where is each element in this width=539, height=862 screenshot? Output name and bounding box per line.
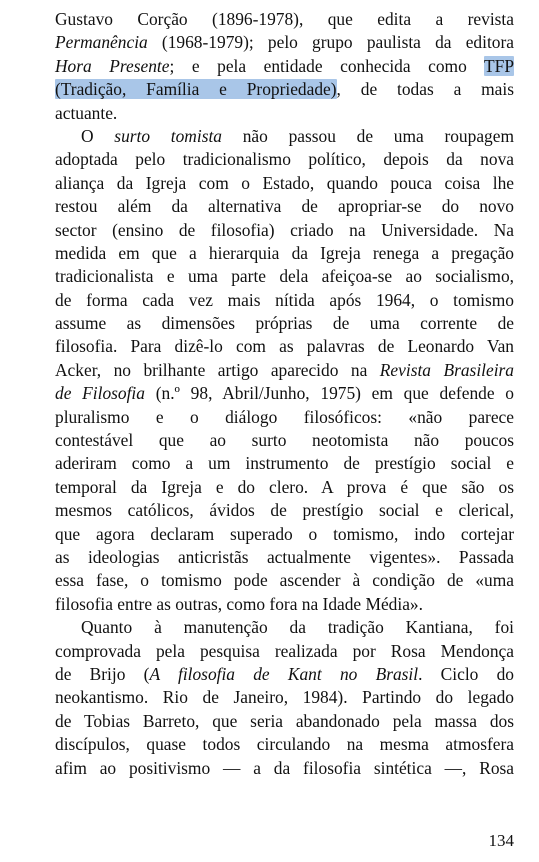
- text-line: [55, 476, 514, 499]
- text-line: [55, 569, 514, 592]
- text-line: [55, 663, 514, 686]
- text-run: que agora declaram superado o tomismo, indo cortejar: [55, 523, 514, 544]
- text-run: as ideologias anticristãs actualmente vigentes». Passada: [55, 546, 514, 567]
- text-line: [55, 640, 514, 663]
- text-run: temporal da Igreja e do clero. A prova é que são os: [55, 476, 514, 497]
- text-run: aliança da Igreja com o Estado, quando pouca coisa lhe: [55, 172, 514, 193]
- text-run: , de todas a mais: [336, 79, 514, 100]
- text-line: [55, 499, 514, 522]
- text-run: actuante.: [55, 102, 118, 123]
- italic-term: surto tomista: [114, 125, 222, 146]
- text-run: medida em que a hierarquia da Igreja renega a pregação: [55, 242, 514, 263]
- text-run: discípulos, quase todos circulando na mesma atmosfera: [55, 734, 514, 755]
- text-line: [55, 523, 514, 546]
- selected-text[interactable]: TFP: [484, 55, 514, 76]
- text-run: contestável que ao surto neotomista não poucos: [55, 430, 514, 451]
- text-line: [55, 406, 514, 429]
- text-run: (1968-1979); pelo grupo paulista da editora: [147, 32, 514, 53]
- text-run: de Brijo (: [55, 663, 150, 684]
- text-run: restou além da alternativa de apropriar-se do novo: [55, 196, 514, 217]
- italic-title: Hora Presente: [55, 55, 170, 76]
- selected-text[interactable]: (Tradição, Família e Propriedade): [55, 79, 337, 100]
- document-body: [55, 8, 514, 780]
- text-line: [55, 265, 514, 288]
- text-run: Quanto à manutenção da tradição Kantiana, foi: [81, 617, 514, 638]
- text-line: [55, 359, 514, 382]
- text-line: [55, 382, 514, 405]
- page-number: 134: [488, 831, 514, 850]
- text-line: [55, 757, 514, 780]
- text-run: afim ao positivismo — a da filosofia sintética —, Rosa: [55, 757, 514, 778]
- text-run: tradicionalista e uma parte dela afeiçoa-se ao socialismo,: [55, 266, 514, 287]
- italic-title: Permanência: [55, 32, 148, 53]
- text-line: [55, 312, 514, 335]
- text-run: filosofia. Para dizê-lo com as palavras de Leonardo Van: [55, 336, 514, 357]
- paragraph: [55, 125, 514, 616]
- text-line: [55, 289, 514, 312]
- text-run: comprovada pela pesquisa realizada por Rosa Mendonça: [55, 640, 514, 661]
- text-run: aderiram como a um instrumento de prestígio social e: [55, 453, 514, 474]
- text-line: [55, 242, 514, 265]
- text-run: de Tobias Barreto, que seria abandonado pela massa dos: [55, 710, 514, 731]
- text-line: [55, 546, 514, 569]
- text-line: [55, 172, 514, 195]
- italic-title: A filosofia de Kant no Brasil: [149, 663, 419, 684]
- text-line: [55, 78, 514, 101]
- text-run: não passou de uma roupagem: [222, 125, 514, 146]
- text-line: [55, 219, 514, 242]
- text-line: [55, 31, 514, 54]
- text-run: essa fase, o tomismo pode ascender à condição de «uma: [55, 570, 514, 591]
- text-run: ; e pela entidade conhecida como: [169, 55, 485, 76]
- text-line: [55, 335, 514, 358]
- text-line: [55, 593, 514, 616]
- text-run: adoptada pelo tradicionalismo político, depois da nova: [55, 149, 514, 170]
- text-run: Gustavo Corção (1896-1978), que edita a revista: [55, 9, 514, 29]
- text-run: de forma cada vez mais nítida após 1964, o tomismo: [55, 289, 514, 310]
- text-run: neokantismo. Rio de Janeiro, 1984). Partindo do legado: [55, 687, 514, 708]
- text-run: (n.º 98, Abril/Junho, 1975) em que defende o: [144, 383, 514, 404]
- text-line: [55, 8, 514, 31]
- text-line: [55, 616, 514, 639]
- text-run: . Ciclo do: [418, 663, 514, 684]
- paragraph: [55, 8, 514, 125]
- text-line: [55, 710, 514, 733]
- text-line: [55, 195, 514, 218]
- italic-title: Revista Brasileira: [379, 359, 514, 380]
- italic-title: de Filosofia: [55, 383, 145, 404]
- text-line: [55, 733, 514, 756]
- text-run: O: [81, 125, 115, 146]
- text-run: assume as dimensões próprias de uma corrente de: [55, 313, 514, 334]
- text-run: Acker, no brilhante artigo aparecido na: [55, 359, 380, 380]
- text-line: [55, 148, 514, 171]
- text-run: mesmos católicos, ávidos de prestígio social e clerical,: [55, 500, 514, 521]
- text-line: [55, 102, 514, 125]
- text-line: [55, 55, 514, 78]
- text-run: filosofia entre as outras, como fora na Idade Média».: [55, 593, 423, 614]
- text-line: [55, 125, 514, 148]
- text-line: [55, 686, 514, 709]
- text-line: [55, 429, 514, 452]
- text-run: sector (ensino de filosofia) criado na Universidade. Na: [55, 219, 514, 240]
- paragraph: [55, 616, 514, 780]
- text-line: [55, 452, 514, 475]
- text-run: pluralismo e o diálogo filosóficos: «não parece: [55, 406, 514, 427]
